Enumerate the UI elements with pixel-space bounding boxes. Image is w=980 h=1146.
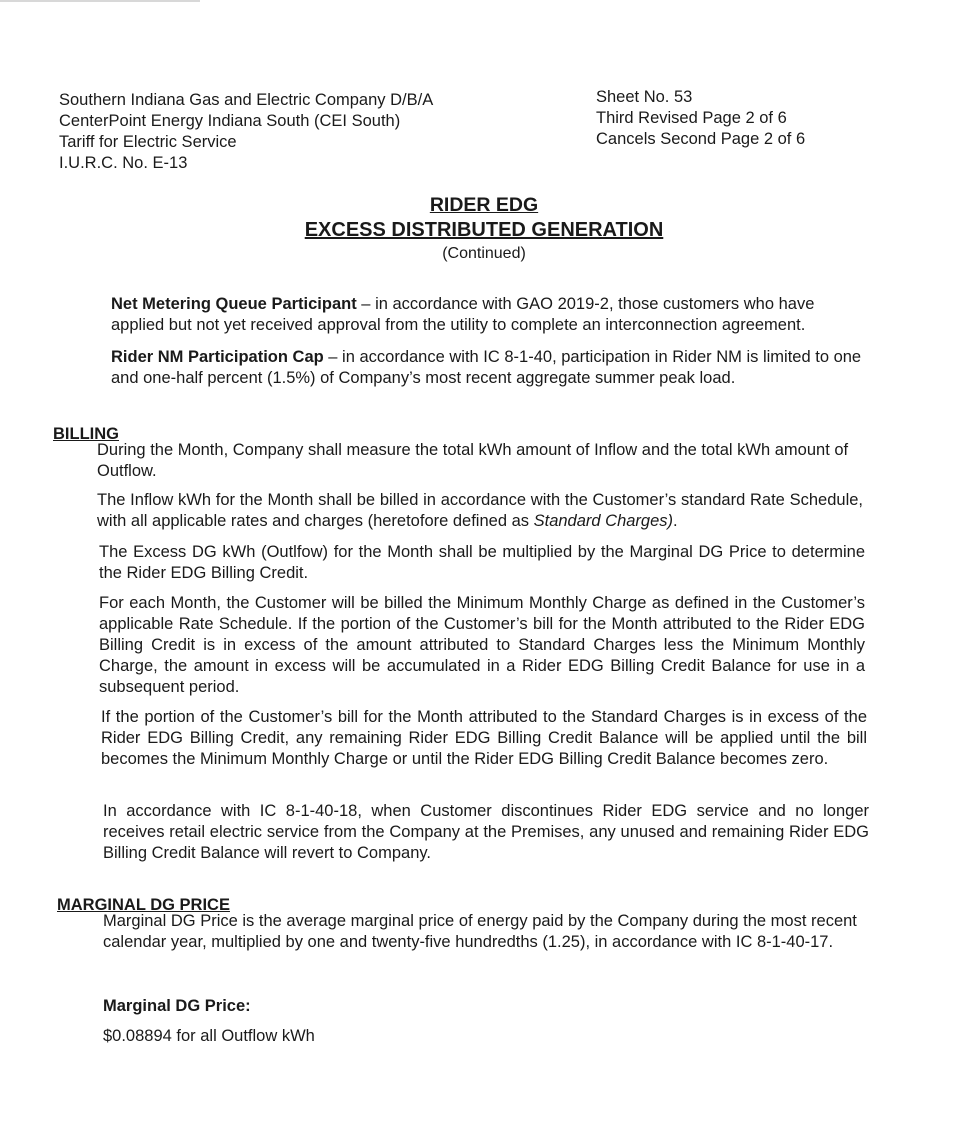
sheet-line: Third Revised Page 2 of 6 [596, 109, 787, 127]
definition-participation-cap [111, 347, 863, 389]
scan-edge-line [0, 0, 200, 2]
company-line: Southern Indiana Gas and Electric Company D/B/A [59, 91, 434, 109]
document-title [0, 193, 968, 264]
billing-paragraph-3: The Excess DG kWh (Outlfow) for the Month shall be multiplied by the Marginal DG Price to determine the Rider EDG Billing Credit. [99, 543, 865, 582]
billing-p2-text: The Inflow kWh for the Month shall be billed in accordance with the Customer’s standard Rate Schedule, with all applicable rates and charges (heretofore defined as [97, 491, 863, 530]
definition-term: Rider NM Participation Cap [111, 348, 324, 366]
billing-paragraph-6: In accordance with IC 8-1-40-18, when Customer discontinues Rider EDG service and no longer receives retail electric service from the Company at the Premises, any unused and remaining Rider EDG Billing Credit Balance will revert to Company. [103, 802, 869, 862]
sheet-line: Sheet No. 53 [596, 88, 693, 106]
title-line-1: RIDER EDG [429, 194, 539, 216]
sheet-header [596, 87, 805, 150]
marginal-price-value: $0.08894 for all Outflow kWh [103, 1027, 315, 1045]
definition-term: Net Metering Queue Participant [111, 295, 357, 313]
billing-paragraph-2 [97, 490, 863, 532]
billing-heading: BILLING [53, 425, 119, 443]
company-header [59, 90, 433, 174]
standard-charges-term: Standard Charges) [533, 512, 674, 530]
billing-p2-end: . [673, 512, 678, 530]
definition-text: – in accordance with IC 8-1-40, participation in Rider NM is limited to one and one-half percent (1.5%) of Company’s most recent aggregate summer peak load. [111, 348, 862, 387]
sheet-line: Cancels Second Page 2 of 6 [596, 130, 806, 148]
company-line: Tariff for Electric Service [59, 133, 237, 151]
definition-text: – in accordance with GAO 2019-2, those customers who have applied but not yet received approval from the utility to complete an interconnection agreement. [111, 295, 815, 334]
billing-paragraph-4: For each Month, the Customer will be billed the Minimum Monthly Charge as defined in the Customer’s applicable Rate Schedule. If the portion of the Customer’s bill for the Month attributed to the Rider EDG Billing Credit is in excess of the amount attributed to Standard Charges less the Minimum Monthly Charge, the amount in excess will be accumulated in a Rider EDG Billing Credit Balance for use in a subsequent period. [99, 594, 865, 696]
company-line: CenterPoint Energy Indiana South (CEI South) [59, 112, 401, 130]
marginal-price-heading: MARGINAL DG PRICE [57, 896, 230, 914]
title-line-2: EXCESS DISTRIBUTED GENERATION [304, 219, 664, 241]
company-line: I.U.R.C. No. E-13 [59, 154, 188, 172]
continued-label: (Continued) [442, 245, 526, 262]
definition-queue-participant [111, 294, 863, 336]
marginal-price-subheading: Marginal DG Price: [103, 997, 251, 1015]
billing-paragraph-5: If the portion of the Customer’s bill for the Month attributed to the Standard Charges is in excess of the Rider EDG Billing Credit, any remaining Rider EDG Billing Credit Balance will be applied until the bill becomes the Minimum Monthly Charge or until the Rider EDG Billing Credit Balance becomes zero. [101, 708, 867, 768]
billing-paragraph-1: During the Month, Company shall measure the total kWh amount of Inflow and the total kWh amount of Outflow. [97, 441, 849, 480]
marginal-price-paragraph: Marginal DG Price is the average marginal price of energy paid by the Company during the most recent calendar year, multiplied by one and twenty-five hundredths (1.25), in accordance with IC 8-1-40-17. [103, 912, 857, 951]
